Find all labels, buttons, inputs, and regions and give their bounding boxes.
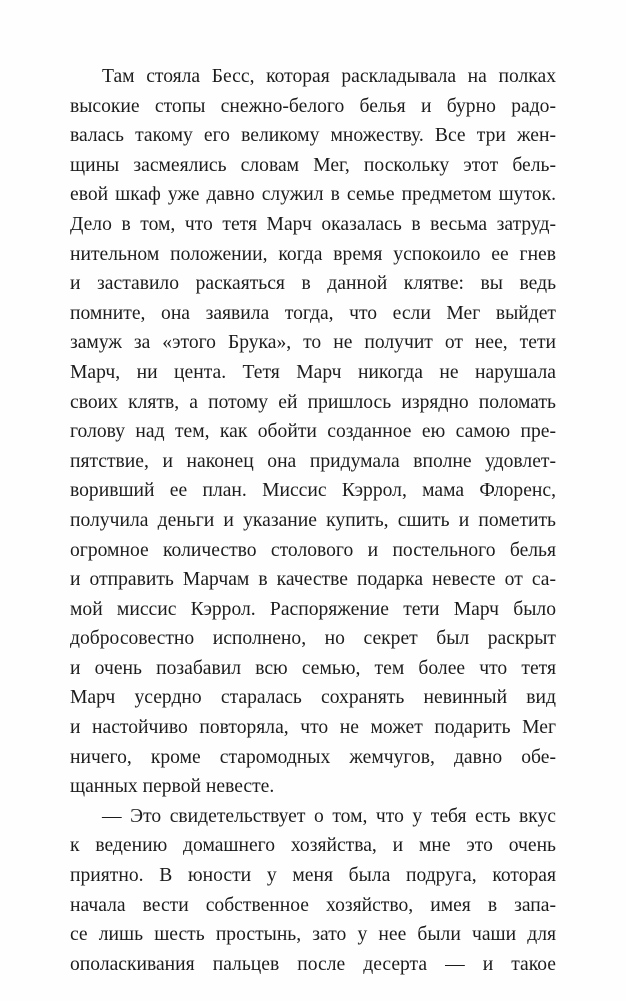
text-line: Марч, ни цента. Тетя Марч никогда не нарушала (70, 361, 556, 383)
text-line: валась такому его великому множеству. Все три жен- (70, 125, 556, 147)
text-line: пятствие, и наконец она придумала вполне удовлет- (70, 450, 556, 472)
text-line: ничего, кроме старомодных жемчугов, давно обе- (70, 746, 556, 768)
text-line: и заставило раскаяться в данной клятве: вы ведь (70, 273, 556, 295)
text-line: голову над тем, как обойти созданное ею самою пре- (70, 421, 556, 443)
text-line: воривший ее план. Миссис Кэррол, мама Флоренс, (70, 480, 556, 502)
text-line: приятно. В юности у меня была подруга, которая (70, 865, 556, 887)
text-line: ополаскивания пальцев после десерта — и такое (70, 953, 556, 975)
text-line: евой шкаф уже давно служил в семье предметом шуток. (70, 184, 556, 206)
text-line: щины засмеялись словам Мег, поскольку этот бель- (70, 154, 556, 176)
text-line: к ведению домашнего хозяйства, и мне это очень (70, 835, 556, 857)
text-line: Дело в том, что тетя Марч оказалась в весьма затруд- (70, 213, 556, 235)
text-line: и очень позабавил всю семью, тем более что тетя (70, 657, 556, 679)
text-line: щанных первой невесте. (70, 776, 275, 798)
text-line: высокие стопы снежно-белого белья и бурно радо- (70, 95, 556, 117)
text-line: огромное количество столового и постельного белья (70, 539, 556, 561)
text-line: нительном положении, когда время успокоило ее гнев (70, 243, 556, 265)
text-line: своих клятв, а потому ей пришлось изрядно поломать (70, 391, 556, 413)
text-line: и настойчиво повторяла, что не может подарить Мег (70, 717, 556, 739)
text-line: мой миссис Кэррол. Распоряжение тети Марч было (70, 598, 556, 620)
text-line: получила деньги и указание купить, сшить и пометить (70, 509, 556, 531)
text-line: добросовестно исполнено, но секрет был раскрыт (70, 628, 556, 650)
text-line: помните, она заявила тогда, что если Мег выйдет (70, 302, 556, 324)
text-line: и отправить Марчам в качестве подарка невесте от са- (70, 569, 556, 591)
text-line: начала вести собственное хозяйство, имея в запа- (70, 894, 556, 916)
text-line: Марч усердно старалась сохранять невинный вид (70, 687, 556, 709)
text-line: Там стояла Бесс, которая раскладывала на полках (102, 66, 556, 87)
text-line: се лишь шесть простынь, зато у нее были чаши для (70, 924, 556, 946)
text-line: замуж за «этого Брука», то не получит от нее, тети (70, 332, 556, 354)
body-text (70, 62, 556, 979)
text-line: — Это свидетельствует о том, что у тебя есть вкус (102, 805, 556, 827)
